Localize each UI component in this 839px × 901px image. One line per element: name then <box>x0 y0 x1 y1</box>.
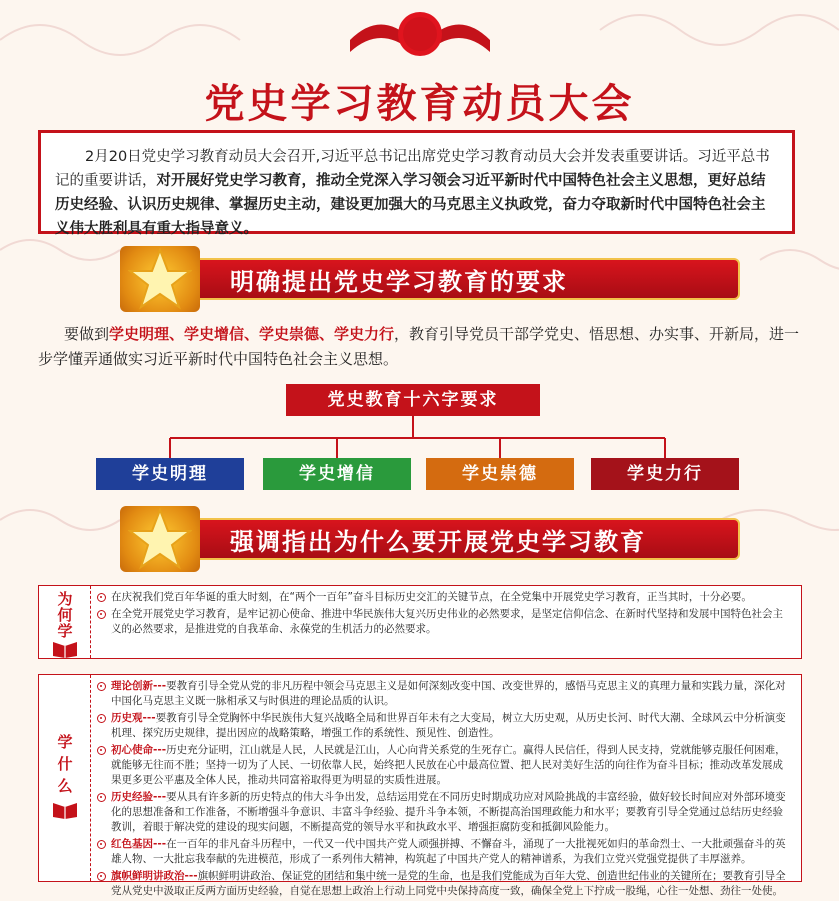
why-side-label <box>39 586 91 658</box>
banner-title: 明确提出党史学习教育的要求 <box>230 268 568 296</box>
item-text: 要教育引导全党从党的非凡历程中领会马克思主义是如何深刻改变中国、改变世界的，感悟马克思主义的真理力量和实践力量，深化对中国化马克思主义既一脉相承又与时俱进的理论品质的认识。 <box>111 680 786 707</box>
star-icon <box>128 508 192 570</box>
list-item <box>97 711 793 741</box>
list-item <box>97 590 793 605</box>
why-item-text: 在庆祝我们党百年华诞的重大时刻，在“两个一百年”奋斗目标历史交汇的关键节点，在全党集中开展党史学习教育，正当其时，十分必要。 <box>111 591 752 603</box>
item-text: 在一百年的非凡奋斗历程中，一代又一代中国共产党人顽强拼搏、不懈奋斗，涌现了一大批视死如归的革命烈士、一大批顽强奋斗的英雄人物、一大批忘我奉献的先进模范，形成了一系列伟大精神，构筑起了中国共产党人的精神谱系，为我们立党兴党强党提供了丰厚滋养。 <box>111 838 786 865</box>
why-items <box>97 590 793 639</box>
list-item <box>97 869 793 899</box>
star-icon <box>128 248 192 310</box>
item-keyword: 旗帜鲜明讲政治--- <box>111 870 198 882</box>
para-lead: 要做到 <box>64 325 110 343</box>
list-item <box>97 607 793 637</box>
intro-bold-text: 对开展好党史学习教育，推动全党深入学习领会习近平新时代中国特色社会主义思想，更好总结历史经验、认识历史规律、掌握历史主动，建设更加强大的马克思主义执政党，奋力夺取新时代中国特色社会主义伟大胜利具有重大指导意义。 <box>55 173 766 237</box>
why-label-char: 为 <box>57 590 73 608</box>
party-emblem-icon <box>340 0 500 62</box>
item-keyword: 初心使命--- <box>111 744 167 756</box>
requirements-paragraph <box>38 322 808 372</box>
learn-items <box>97 679 793 901</box>
item-text: 旗帜鲜明讲政治、保证党的团结和集中统一是党的生命，也是我们党能成为百年大党、创造世纪伟业的关键所在；要教育引导全党从党史中汲取正反两方面历史经验，自觉在思想上政治上行动上同党中央保持高度一致，确保全党上下拧成一股绳，心往一处想、劲往一处使。 <box>111 870 786 897</box>
item-text: 要从具有许多新的历史特点的伟大斗争出发，总结运用党在不同历史时期成功应对风险挑战的丰富经验，做好较长时间应对外部环境变化的思想准备和工作准备，不断增强斗争意识、丰富斗争经验、提升斗争本领，不断提高治国理政能力和水平；要教育引导全党通过总结历史经验教训，着眼于解决党的建设的现实问题，不断提高党的领导水平和执政水平、增强拒腐防变和抵御风险能力。 <box>111 791 786 833</box>
list-item <box>97 743 793 788</box>
book-icon <box>51 799 79 819</box>
org-chart-root: 党史教育十六字要求 <box>286 384 540 416</box>
item-text: 要教育引导全党胸怀中华民族伟大复兴战略全局和世界百年未有之大变局，树立大历史观，从历史长河、时代大潮、全球风云中分析演变机理、探究历史规律，提出因应的战略策略，增强工作的系统性、预见性、创造性。 <box>111 712 786 739</box>
learn-label-char: 什 <box>57 755 73 773</box>
intro-text: 2月20日党史学习教育动员大会召开,习近平总书记出席党史学习教育动员大会并发表重要讲话。习近平总书记的重要讲话， <box>55 149 770 189</box>
why-label-char: 学 <box>57 622 73 640</box>
learn-label-char: 么 <box>57 777 73 795</box>
section-banner-why <box>100 512 740 566</box>
list-item <box>97 679 793 709</box>
book-icon <box>51 638 79 658</box>
org-box-3: 学史崇德 <box>426 458 574 490</box>
page-title: 党史学习教育动员大会 <box>204 81 635 127</box>
what-learn-box <box>38 674 802 897</box>
org-box-4: 学史力行 <box>591 458 739 490</box>
item-keyword: 理论创新--- <box>111 680 167 692</box>
learn-label-char: 学 <box>57 733 73 751</box>
org-box-2: 学史增信 <box>263 458 411 490</box>
intro-box <box>38 130 795 237</box>
list-item <box>97 837 793 867</box>
item-text: 历史充分证明，江山就是人民，人民就是江山，人心向背关系党的生死存亡。赢得人民信任，得到人民支持，党就能够克服任何困难，就能够无往而不胜；坚持一切为了人民、一切依靠人民，始终把人民放在心中最高位置、把人民对美好生活的向往作为奋斗目标；推动改革发展成果更多更公平惠及全体人民，推动共同富裕取得更为明显的实质性进展。 <box>111 744 786 786</box>
org-chart-connectors <box>0 416 839 464</box>
why-item-text: 在全党开展党史学习教育，是牢记初心使命、推进中华民族伟大复兴历史伟业的必然要求，是坚定信仰信念、在新时代坚持和发展中国特色社会主义的必然要求，是推进党的自我革命、永葆党的生机活力的必然要求。 <box>111 608 783 635</box>
learn-side-label <box>39 675 91 881</box>
para-rest: ，教育引导党员干部学党史、悟思想、办实事、开新局，进一步学懂弄通做实习近平新时代中国特色社会主义思想。 <box>38 325 800 368</box>
para-highlight: 学史明理、学史增信、学史崇德、学史力行 <box>109 325 395 343</box>
item-keyword: 历史经验--- <box>111 791 167 803</box>
list-item <box>97 790 793 835</box>
why-learn-box <box>38 585 802 659</box>
why-label-char: 何 <box>57 606 73 624</box>
banner-title: 强调指出为什么要开展党史学习教育 <box>230 528 646 556</box>
org-box-1: 学史明理 <box>96 458 244 490</box>
item-keyword: 历史观--- <box>111 712 156 724</box>
item-keyword: 红色基因--- <box>111 838 167 850</box>
section-banner-requirements <box>100 252 740 306</box>
